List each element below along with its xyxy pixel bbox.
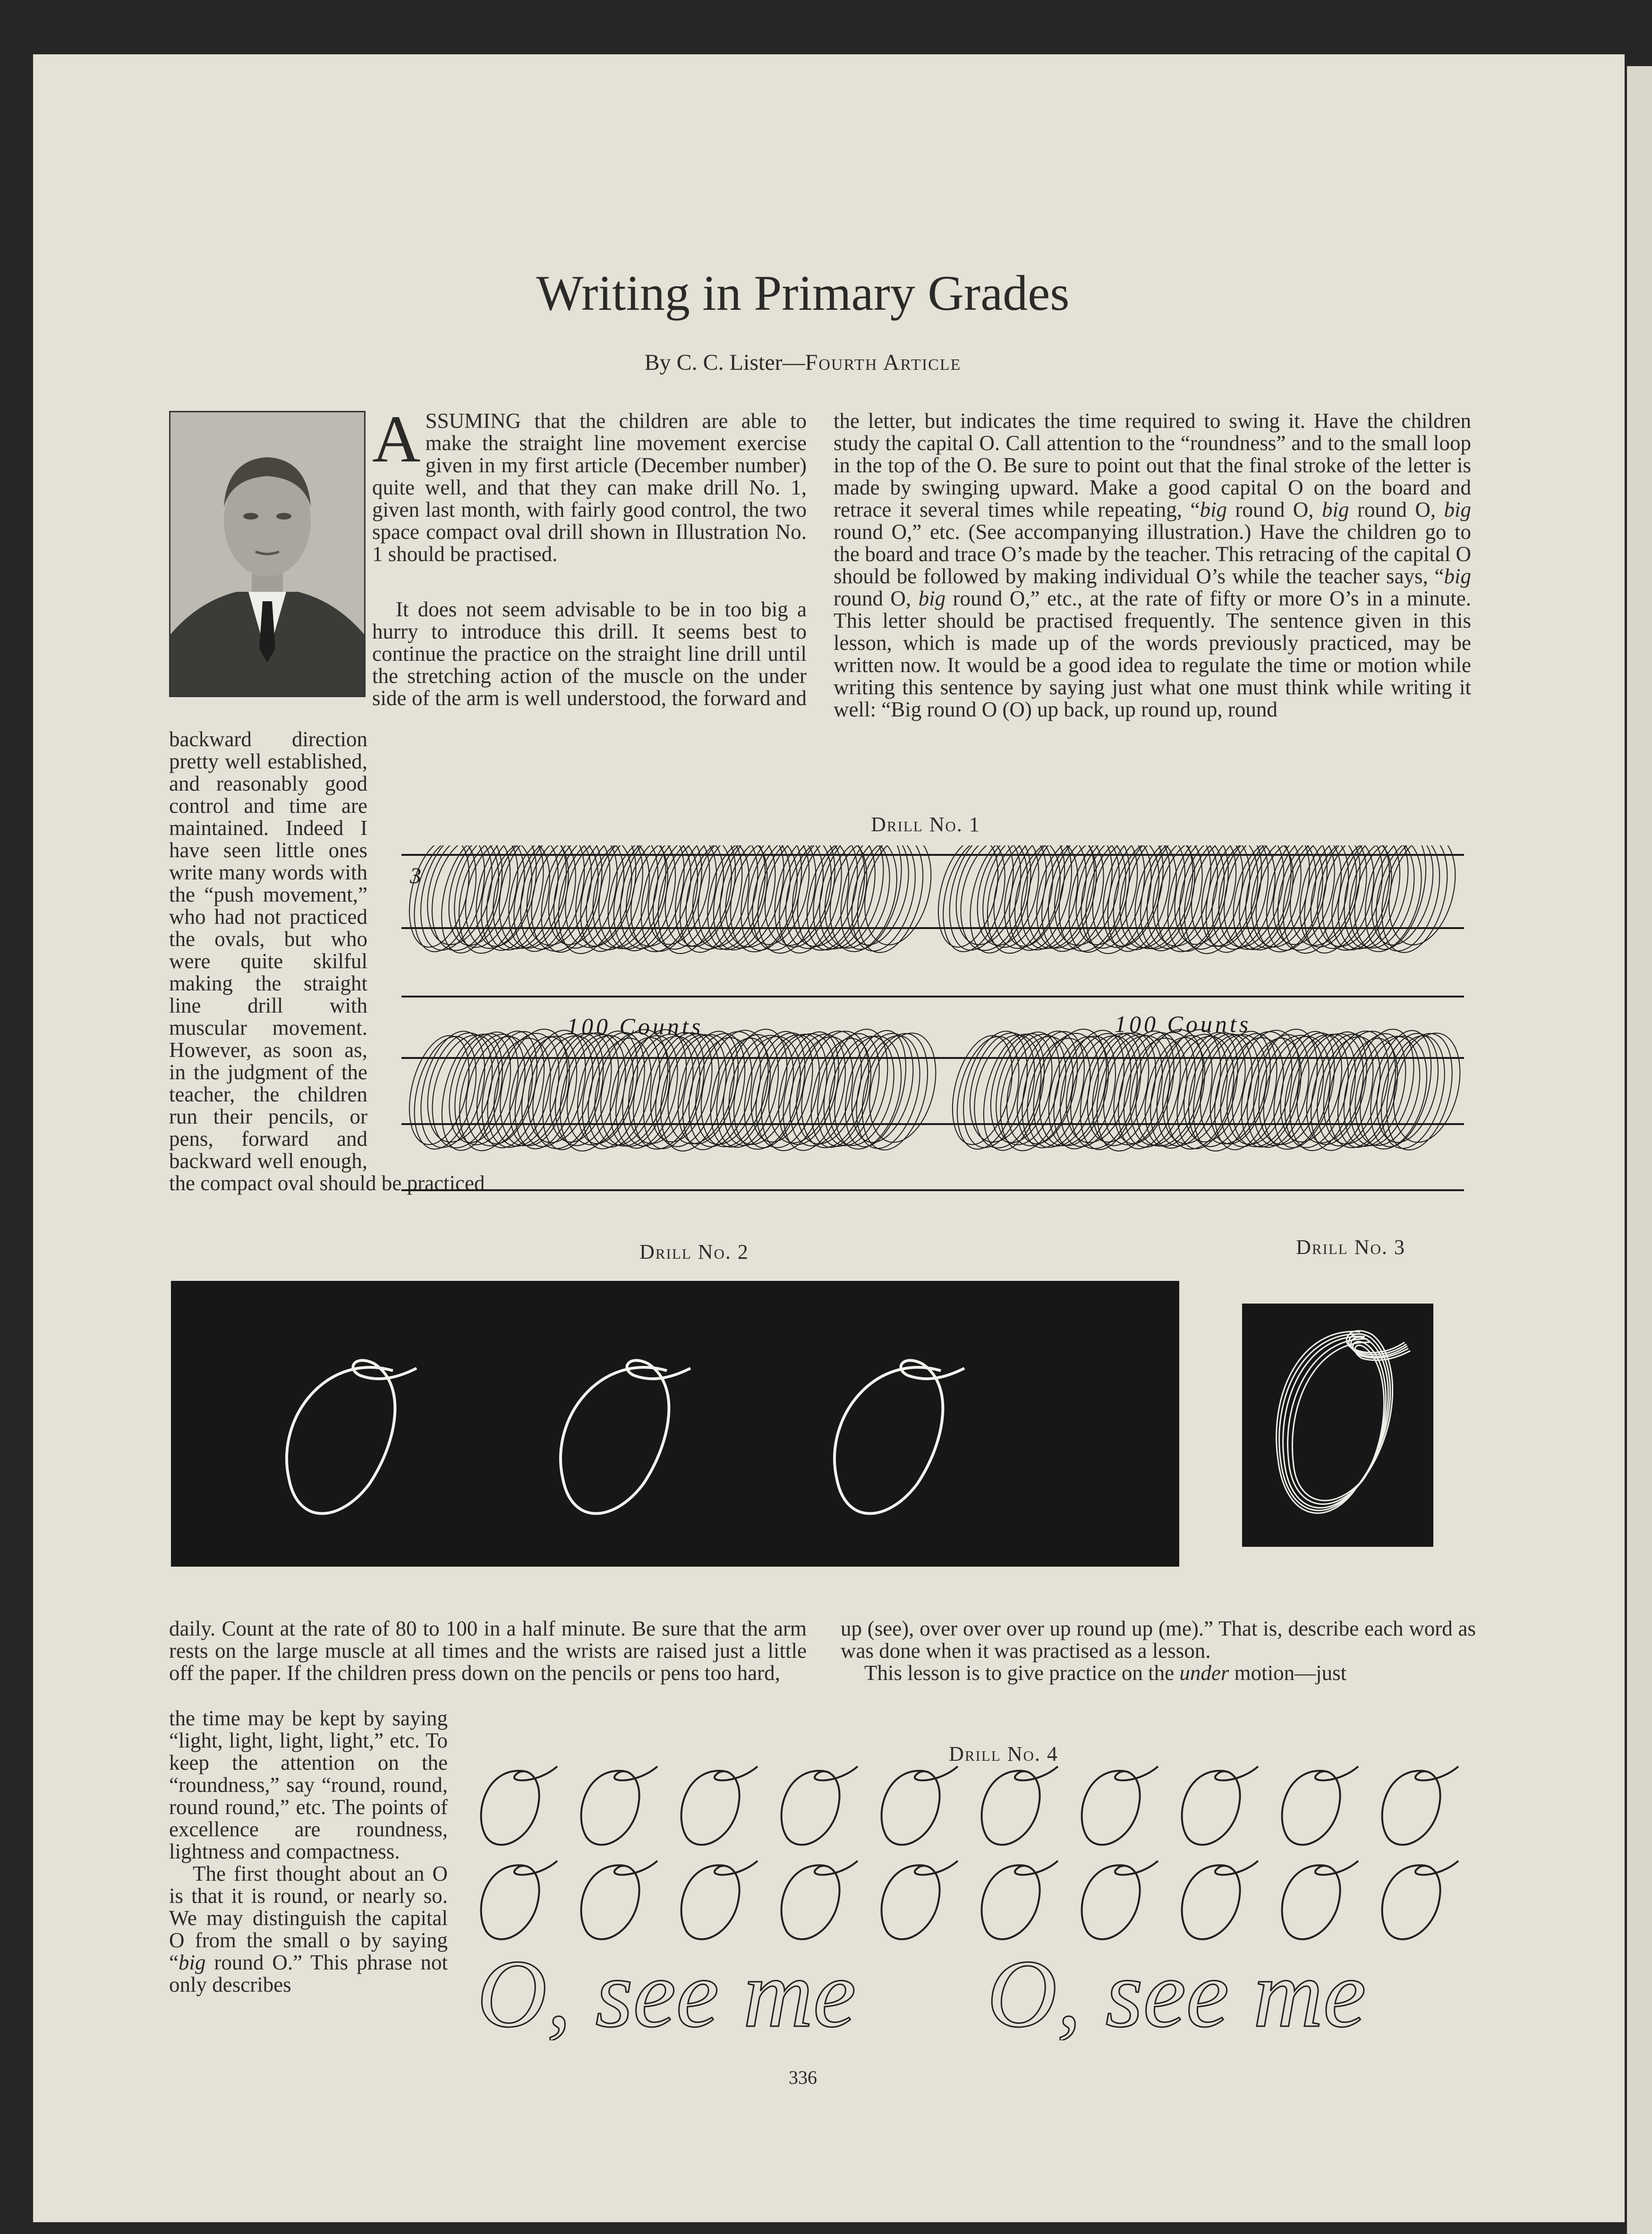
text-run: This lesson is to give practice on the — [864, 1661, 1180, 1685]
text-run: the letter, but indicates the time required to swing it. Have the children study the capital O. Call attention to the “roundness” and to the small loop in the top of the O. Be sure to point out that the final stroke of the letter is made by swinging upward. Make a good capital O on the board and retrace it several times while repeating, “ — [834, 409, 1471, 521]
capital-o-mark — [1082, 1766, 1158, 1845]
capital-o-mark — [782, 1861, 858, 1939]
counts-label-right: 100 Counts — [1115, 1011, 1252, 1037]
column-right-bottom — [841, 1618, 1476, 1684]
counts-label-left: 100 Counts — [567, 1013, 704, 1040]
emphasis: under — [1179, 1661, 1229, 1685]
retraced-capital-o — [1242, 1304, 1433, 1547]
drill-1-illustration — [401, 845, 1464, 1200]
text-run: round O, — [1349, 498, 1444, 521]
emphasis: big — [178, 1951, 206, 1974]
capital-o-mark — [481, 1766, 557, 1845]
oval-mass — [401, 1022, 946, 1158]
text-run: round O,” etc., at the rate of fifty or more O’s in a minute. This letter should be practised frequently. The sentence given in this lesson, which is made up of the words previously practiced, may be written now. It would be a good idea to regulate the time or motion while writing this sentence by saying just what one must think while writing it well: “Big round O (O) up back, up round up, round — [834, 587, 1471, 721]
capital-o-mark — [481, 1861, 557, 1939]
byline-series: Fourth Article — [805, 350, 962, 375]
capital-o-mark — [1282, 1861, 1358, 1939]
sentence-right: O, see me — [987, 1940, 1366, 2040]
byline-author: By C. C. Lister— — [644, 350, 805, 375]
drill-1-caption: Drill No. 1 — [871, 813, 980, 836]
small-o-drill — [477, 1757, 1478, 2040]
capital-o-models — [171, 1281, 1179, 1567]
drill-4-illustration — [477, 1757, 1478, 2040]
drill-3-caption: Drill No. 3 — [1296, 1236, 1405, 1259]
drill-4-caption: Drill No. 4 — [949, 1742, 1058, 1765]
capital-o-mark — [581, 1861, 657, 1939]
paragraph: the time may be kept by saying “light, light, light, light,” etc. To keep the attention on the “roundness,” say “round, round, round round,” etc. The points of excellence are roundness, lightness and compactness. — [169, 1706, 448, 1863]
o-row — [481, 1861, 1458, 1939]
paragraph — [169, 1863, 448, 1996]
capital-o-mark — [581, 1766, 657, 1845]
article-title: Writing in Primary Grades — [536, 265, 1070, 321]
capital-o-mark — [882, 1861, 958, 1939]
column-right-top — [834, 410, 1471, 721]
capital-o-mark — [1382, 1861, 1458, 1939]
capital-o-mark — [1082, 1861, 1158, 1939]
paragraph — [841, 1662, 1476, 1684]
paragraph — [834, 410, 1471, 721]
capital-o-mark — [782, 1766, 858, 1845]
text-run: motion—just — [1229, 1661, 1347, 1685]
o-row — [481, 1766, 1458, 1845]
paragraph: It does not seem advisable to be in too big a hurry to introduce this drill. It seems best to continue the practice on the straight line drill until the stretching action of the muscle on the under side of the arm is well understood, the forward and backward direction pretty well established, and reasonably good control and time are maintained. Indeed I have seen little ones write many words with the “push movement,” who had not practiced the ovals, but who were quite skilful making the straight line drill with muscular movement. However, as soon as, in the judgment of the teacher, the children run their pencils, or pens, forward and backward well enough, the compact oval should be practiced — [169, 597, 807, 1195]
paragraph: up (see), over over over up round up (me).” That is, describe each word as was done when it was practised as a lesson. — [841, 1617, 1476, 1663]
column-left-bottom-narrow — [169, 1707, 448, 1996]
oval-mass — [401, 845, 942, 960]
paragraph: SSUMING that the children are able to make the straight line movement exercise given in my first article (December number) quite well, and that they can make drill No. 1, given last month, with fairly good control, the two space compact oval drill shown in Illustration No. 1 should be practised. — [372, 409, 807, 566]
drop-cap: A — [372, 401, 421, 476]
oval-mass — [942, 1022, 1464, 1158]
capital-o-mark — [1182, 1861, 1258, 1939]
emphasis: big — [1444, 498, 1472, 521]
text-run: round O,” etc. (See accompanying illustration.) Have the children go to the board and trace O’s made by the teacher. This retracing of the capital O should be followed by making individual O’s while the teacher says, “ — [834, 520, 1471, 588]
column-left-bottom — [169, 1618, 807, 1684]
text-run: round O, — [1226, 498, 1322, 521]
photo-wrap-spacer — [169, 598, 372, 728]
emphasis: big — [918, 587, 946, 610]
text-run: The first thought about an O is that it is round, or nearly so. We may distinguish the capital O from the small o by saying “ — [169, 1862, 448, 1974]
emphasis: big — [1321, 498, 1349, 521]
capital-o-mark — [882, 1766, 958, 1845]
page-number: 336 — [789, 2067, 817, 2088]
emphasis: big — [1444, 564, 1471, 588]
capital-o-mark — [1282, 1766, 1358, 1845]
drill-2-chalkboard — [171, 1281, 1179, 1567]
next-page-edge — [1627, 66, 1652, 2234]
byline — [0, 350, 1606, 375]
capital-o-mark — [681, 1766, 758, 1845]
oval-mass — [928, 845, 1464, 960]
start-mark: 3 — [410, 863, 421, 888]
sentence-left: O, see me — [477, 1940, 856, 2040]
text-run: round O.” This phrase not only describes — [169, 1951, 448, 1996]
drill-3-chalkboard — [1242, 1304, 1433, 1547]
drill-2-caption: Drill No. 2 — [639, 1240, 749, 1263]
text-run: round O, — [834, 587, 919, 610]
capital-o-mark — [982, 1861, 1058, 1939]
compact-oval-drill — [401, 845, 1464, 1200]
emphasis: big — [1200, 498, 1227, 521]
capital-o-mark — [1382, 1766, 1458, 1845]
capital-o-mark — [681, 1861, 758, 1939]
capital-o-mark — [1182, 1766, 1258, 1845]
paragraph: daily. Count at the rate of 80 to 100 in a half minute. Be sure that the arm rests on the large muscle at all times and the wrists are raised just a little off the paper. If the children press down on the pencils or pens too hard, — [169, 1617, 807, 1685]
capital-o-mark — [982, 1766, 1058, 1845]
